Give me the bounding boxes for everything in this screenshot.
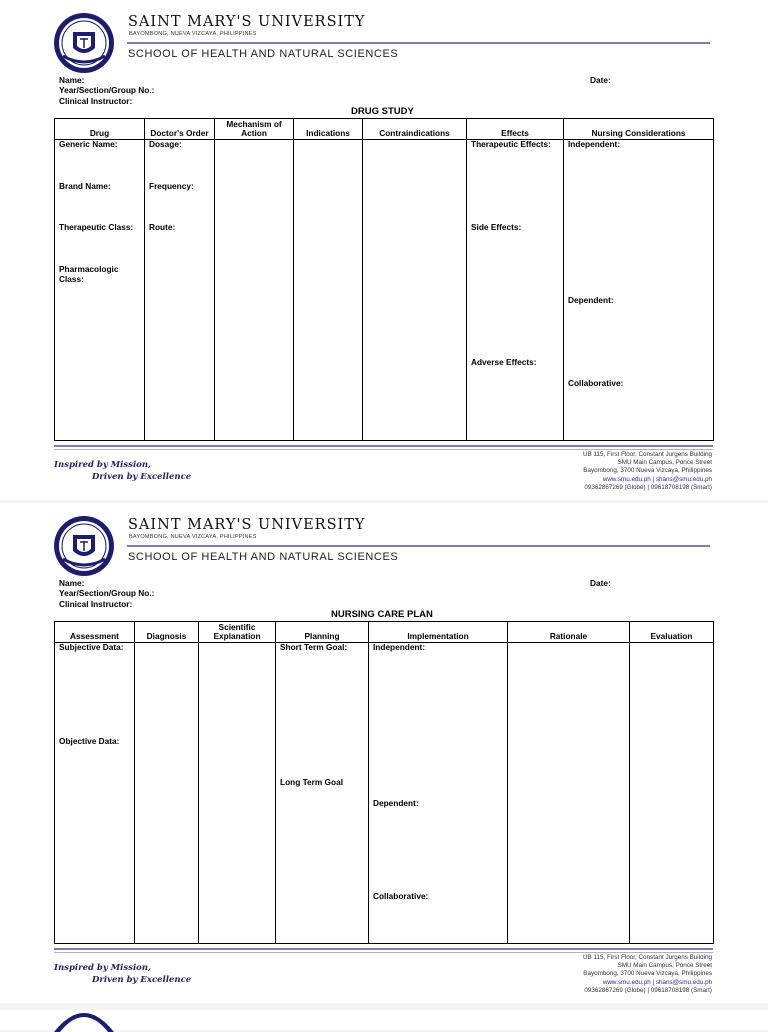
column-header: Implementation [369, 622, 508, 643]
date-field-label: Date: [590, 578, 611, 588]
pharmacologic-class-label: Pharmacologic Class: [59, 264, 119, 284]
contact-block [583, 954, 712, 995]
contact-address: UB 115, First Floor, Constant Jurgens Building [582, 451, 712, 458]
table-header-row [55, 622, 714, 643]
contact-address: UB 115, First Floor, Constant Jurgens Building [582, 954, 712, 961]
rationale-cell[interactable] [508, 643, 630, 944]
short-term-goal-label: Short Term Goal: [280, 642, 348, 652]
effects-cell[interactable] [467, 140, 564, 441]
collaborative-label: Collaborative: [373, 891, 429, 901]
mechanism-cell[interactable] [215, 140, 294, 441]
independent-label: Independent: [568, 139, 621, 149]
contraindications-cell[interactable] [363, 140, 467, 441]
contact-campus: SMU Main Campus, Ponce Street [617, 962, 712, 970]
instructor-field-label: Clinical Instructor: [59, 96, 133, 106]
university-seal-icon [53, 12, 115, 74]
contact-phone: 09362867269 (Globe) | 09618708198 (Smart) [584, 986, 712, 994]
table-header-row [55, 119, 714, 140]
form-title: DRUG STUDY [351, 106, 414, 117]
slogan-line1: Inspired by Mission, [54, 963, 151, 973]
instructor-field-label: Clinical Instructor: [59, 599, 133, 609]
column-header: Indications [294, 119, 363, 140]
subjective-data-label: Subjective Data: [59, 642, 124, 652]
footer-divider [54, 449, 713, 450]
generic-name-label: Generic Name: [59, 139, 118, 149]
university-address: BAYOMBONG, NUEVA VIZCAYA, PHILIPPINES [129, 534, 257, 540]
next-page-preview [0, 1010, 768, 1030]
contact-city: Bayombong, 3700 Nueva Vizcaya, Philippines [583, 467, 712, 475]
implementation-cell[interactable] [369, 643, 508, 944]
collaborative-label: Collaborative: [568, 378, 624, 388]
footer-divider [54, 445, 713, 447]
footer-divider [54, 952, 713, 953]
column-header: Diagnosis [135, 622, 199, 643]
therapeutic-class-label: Therapeutic Class: [59, 222, 134, 232]
dosage-label: Dosage: [149, 139, 182, 149]
contact-city: Bayombong, 3700 Nueva Vizcaya, Philippines [583, 970, 712, 978]
name-field-label: Name: [59, 75, 85, 85]
adverse-effects-label: Adverse Effects: [471, 357, 537, 367]
scientific-explanation-cell[interactable] [199, 643, 276, 944]
side-effects-label: Side Effects: [471, 222, 522, 232]
brand-name-label: Brand Name: [59, 181, 111, 191]
date-field-label: Date: [590, 75, 611, 85]
route-label: Route: [149, 222, 176, 232]
school-name: SCHOOL OF HEALTH AND NATURAL SCIENCES [128, 48, 399, 60]
contact-block [583, 451, 712, 492]
year-section-field-label: Year/Section/Group No.: [59, 588, 155, 598]
table-row [55, 140, 714, 441]
doctors-order-cell[interactable] [145, 140, 215, 441]
column-header: Contraindications [363, 119, 467, 140]
contact-web-email[interactable]: www.smu.edu.ph | shans@smu.edu.ph [602, 978, 712, 986]
year-section-field-label: Year/Section/Group No.: [59, 85, 155, 95]
header-divider [127, 42, 710, 44]
name-field-label: Name: [59, 578, 85, 588]
column-header: Assessment [55, 622, 135, 643]
column-header: Effects [467, 119, 564, 140]
drug-study-table [54, 118, 714, 441]
slogan-line2: Driven by Excellence [92, 975, 192, 985]
dependent-label: Dependent: [373, 798, 419, 808]
column-header: Rationale [508, 622, 630, 643]
contact-campus: SMU Main Campus, Ponce Street [617, 459, 712, 467]
independent-label: Independent: [373, 642, 426, 652]
university-name: SAINT MARY'S UNIVERSITY [128, 517, 366, 533]
school-name: SCHOOL OF HEALTH AND NATURAL SCIENCES [128, 551, 399, 563]
diagnosis-cell[interactable] [135, 643, 199, 944]
university-seal-icon [53, 1012, 115, 1032]
indications-cell[interactable] [294, 140, 363, 441]
column-header: Scientific Explanation [199, 622, 276, 643]
nursing-care-plan-page [0, 503, 768, 1003]
assessment-cell[interactable] [55, 643, 135, 944]
column-header: Mechanism of Action [215, 119, 294, 140]
column-header: Evaluation [630, 622, 714, 643]
column-header: Drug [55, 119, 145, 140]
university-seal-icon [53, 515, 115, 577]
slogan-line1: Inspired by Mission, [54, 460, 151, 470]
table-row [55, 643, 714, 944]
objective-data-label: Objective Data: [59, 736, 120, 746]
footer-divider [54, 948, 713, 950]
nursing-considerations-cell[interactable] [564, 140, 714, 441]
university-address: BAYOMBONG, NUEVA VIZCAYA, PHILIPPINES [129, 31, 257, 37]
therapeutic-effects-label: Therapeutic Effects: [471, 139, 551, 149]
dependent-label: Dependent: [568, 295, 614, 305]
slogan-line2: Driven by Excellence [92, 472, 192, 482]
drug-study-page [0, 0, 768, 500]
evaluation-cell[interactable] [630, 643, 714, 944]
drug-cell[interactable] [55, 140, 145, 441]
care-plan-table [54, 621, 714, 944]
planning-cell[interactable] [276, 643, 369, 944]
long-term-goal-label: Long Term Goal [280, 777, 343, 787]
contact-web-email[interactable]: www.smu.edu.ph | shans@smu.edu.ph [602, 475, 712, 483]
university-name: SAINT MARY'S UNIVERSITY [128, 14, 366, 30]
column-header: Nursing Considerations [564, 119, 714, 140]
column-header: Doctor's Order [145, 119, 215, 140]
contact-phone: 09362867269 (Globe) | 09618708198 (Smart) [584, 483, 712, 491]
form-title: NURSING CARE PLAN [331, 609, 433, 620]
header-divider [127, 545, 710, 547]
column-header: Planning [276, 622, 369, 643]
frequency-label: Frequency: [149, 181, 194, 191]
